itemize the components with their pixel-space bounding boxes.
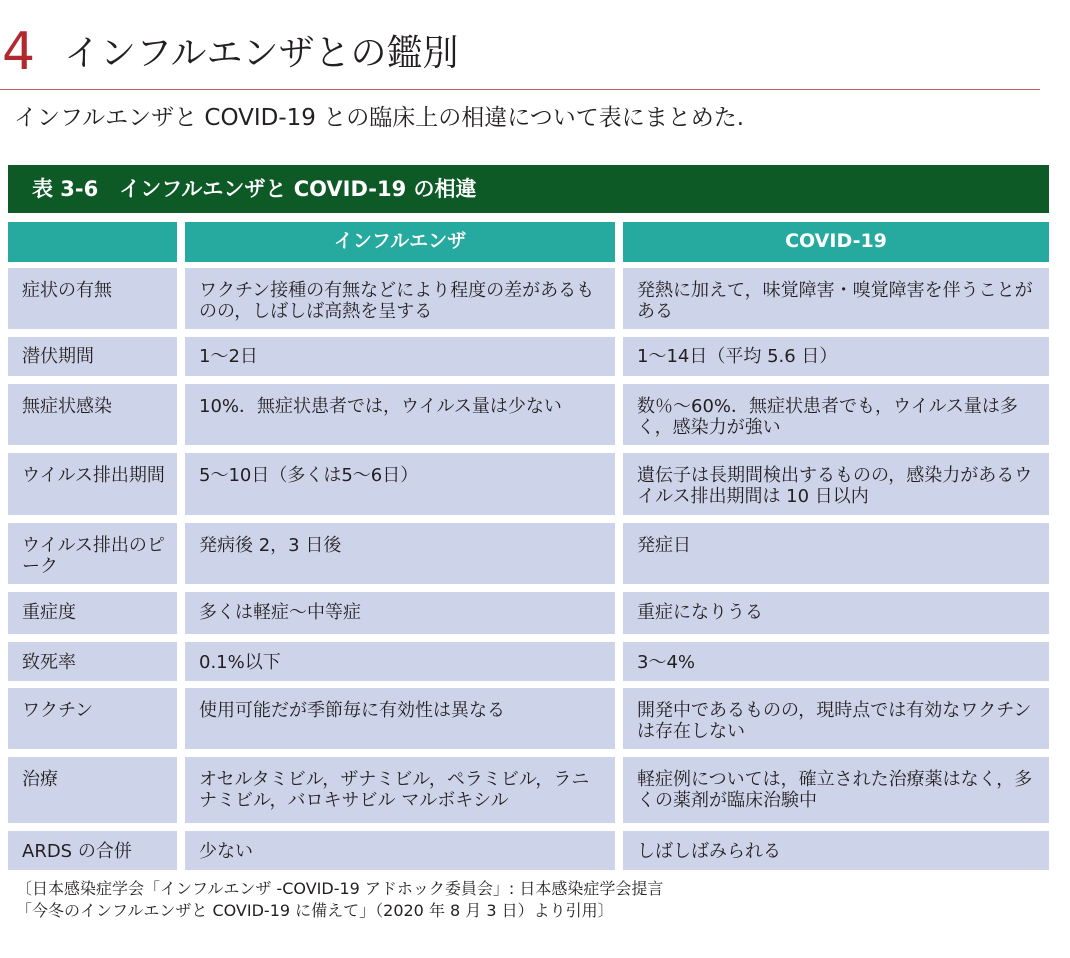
header-cell-covid: COVID-19 <box>623 222 1049 262</box>
covid-cell: 軽症例については，確立された治療薬はなく，多くの薬剤が臨床治験中 <box>623 757 1049 823</box>
row-label: ウイルス排出のピーク <box>8 523 177 584</box>
row-label: 潜伏期間 <box>8 337 177 376</box>
influenza-cell: 0.1%以下 <box>185 642 615 681</box>
footnote-line: 「今冬のインフルエンザと COVID-19 に備えて」（2020 年 8 月 3 日）より引用〕 <box>16 901 614 920</box>
covid-cell: 1～14日（平均 5.6 日） <box>623 337 1049 376</box>
influenza-cell: 1～2日 <box>185 337 615 376</box>
covid-cell: 開発中であるものの，現時点では有効なワクチンは存在しない <box>623 688 1049 749</box>
covid-cell: 発症日 <box>623 523 1049 584</box>
covid-cell: 重症になりうる <box>623 592 1049 634</box>
section-title: インフルエンザとの鑑別 <box>64 33 459 74</box>
influenza-cell: 発病後 2，3 日後 <box>185 523 615 584</box>
covid-cell: 数％～60%．無症状患者でも，ウイルス量は多く，感染力が強い <box>623 384 1049 445</box>
table-row <box>8 268 1049 329</box>
table-row <box>8 688 1049 749</box>
influenza-cell: 多くは軽症～中等症 <box>185 592 615 634</box>
row-label: ARDS の合併 <box>8 831 177 870</box>
row-label: 無症状感染 <box>8 384 177 445</box>
section-number: 4 <box>2 22 36 82</box>
table-row <box>8 592 1049 634</box>
influenza-cell: 使用可能だが季節毎に有効性は異なる <box>185 688 615 749</box>
header-cell-item <box>8 222 177 262</box>
covid-cell: 遺伝子は長期間検出するものの，感染力があるウイルス排出期間は 10 日以内 <box>623 453 1049 515</box>
influenza-cell: 少ない <box>185 831 615 870</box>
covid-cell: 発熱に加えて，味覚障害・嗅覚障害を伴うことがある <box>623 268 1049 329</box>
table-row <box>8 453 1049 515</box>
table-row <box>8 757 1049 823</box>
section-heading <box>0 22 1070 88</box>
heading-divider <box>0 89 1040 90</box>
influenza-cell: 5～10日（多くは5～6日） <box>185 453 615 515</box>
row-label: ワクチン <box>8 688 177 749</box>
footnote-line: 〔日本感染症学会「インフルエンザ -COVID-19 アドホック委員会」: 日本感染症学会提言 <box>16 879 664 898</box>
row-label: 致死率 <box>8 642 177 681</box>
covid-cell: しばしばみられる <box>623 831 1049 870</box>
table-header-row <box>8 222 1049 262</box>
row-label: ウイルス排出期間 <box>8 453 177 515</box>
table-row <box>8 831 1049 870</box>
source-footnote <box>16 878 663 922</box>
intro-text: インフルエンザと COVID-19 との臨床上の相違について表にまとめた. <box>14 105 745 131</box>
table-row <box>8 523 1049 584</box>
influenza-cell: 10%．無症状患者では，ウイルス量は少ない <box>185 384 615 445</box>
influenza-cell: オセルタミビル，ザナミビル，ペラミビル，ラニナミビル，バロキサビル マルボキシル <box>185 757 615 823</box>
row-label: 症状の有無 <box>8 268 177 329</box>
row-label: 治療 <box>8 757 177 823</box>
table-title: 表 3-6 インフルエンザと COVID-19 の相違 <box>8 165 1049 213</box>
header-cell-influenza: インフルエンザ <box>185 222 615 262</box>
row-label: 重症度 <box>8 592 177 634</box>
table-row <box>8 642 1049 681</box>
table-row <box>8 384 1049 445</box>
covid-cell: 3～4% <box>623 642 1049 681</box>
table-row <box>8 337 1049 376</box>
influenza-cell: ワクチン接種の有無などにより程度の差があるものの，しばしば高熱を呈する <box>185 268 615 329</box>
